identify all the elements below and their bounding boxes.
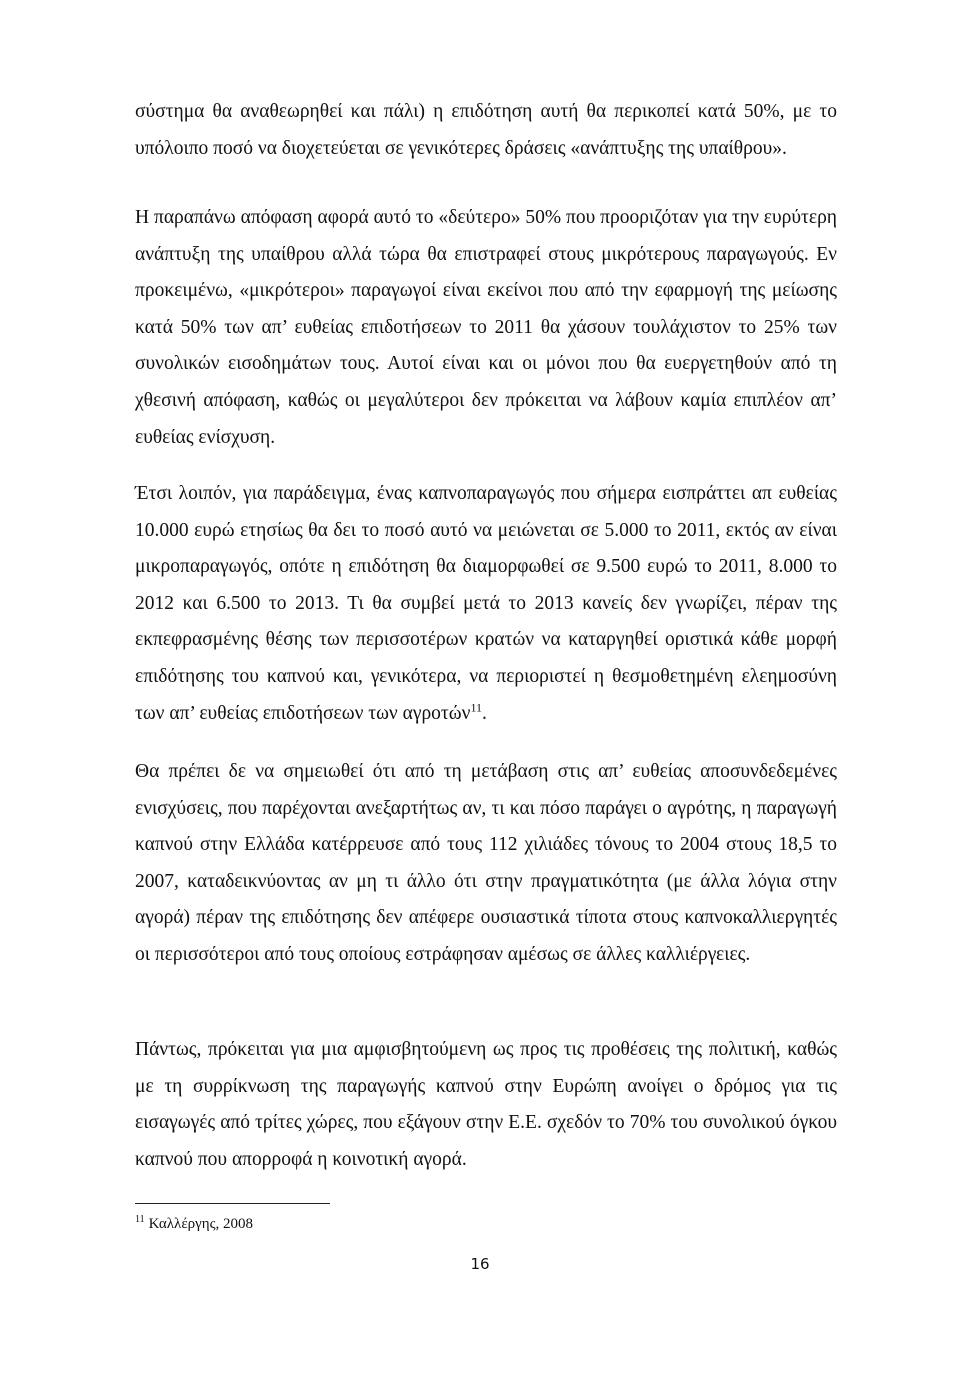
page-number: 16 — [470, 1255, 490, 1273]
footnote-divider — [135, 1203, 330, 1204]
paragraph-5 — [135, 1032, 837, 1178]
paragraph-3-end: . — [482, 702, 487, 724]
footnote-text: Καλλέργης, 2008 — [148, 1216, 254, 1232]
footnote — [135, 1213, 735, 1235]
paragraph-4-text: Θα πρέπει δε να σημειωθεί ότι από τη μετάβαση στις απ’ ευθείας αποσυνδεδεμένες ενισχύσεις, που παρέχονται ανεξαρτήτως αν, τι και πόσο παράγει ο αγρότης, η παραγωγή καπνού στην Ελλάδα κατέρρευσε από τους 112 χιλιάδες τόνους το 2004 στους 18,5 το 2007, καταδεικνύοντας αν μη τι άλλο ότι στην πραγματικότητα (με άλλα λόγια στην αγορά) πέραν της επιδότησης δεν απέφερε ουσιαστικά τίποτα στους καπνοκαλλιεργητές οι περισσότεροι από τους οποίους εστράφησαν αμέσως σε άλλες καλλιέργειες. — [135, 761, 837, 965]
footnote-reference[interactable]: 11 — [470, 700, 482, 715]
paragraph-5-text: Πάντως, πρόκειται για μια αμφισβητούμενη ως προς τις προθέσεις της πολιτική, καθώς με τη συρρίκνωση της παραγωγής καπνού στην Ευρώπη ανοίγει ο δρόμος για τις εισαγωγές από τρίτες χώρες, που εξάγουν στην Ε.Ε. σχεδόν το 70% του συνολικού όγκου καπνού που απορροφά η κοινοτική αγορά. — [135, 1039, 837, 1170]
paragraph-1 — [135, 94, 837, 167]
paragraph-3 — [135, 476, 837, 732]
paragraph-3-text: Έτσι λοιπόν, για παράδειγμα, ένας καπνοπαραγωγός που σήμερα εισπράττει απ ευθείας 10.000 ευρώ ετησίως θα δει το ποσό αυτό να μειώνεται σε 5.000 το 2011, εκτός αν είναι μικροπαραγωγός, οπότε η επιδότηση θα διαμορφωθεί σε 9.500 ευρώ το 2011, 8.000 το 2012 και 6.500 το 2013. Τι θα συμβεί μετά το 2013 κανείς δεν γνωρίζει, πέραν της εκπεφρασμένης θέσης των περισσοτέρων κρατών να καταργηθεί οριστικά κάθε μορφή επιδότησης του καπνού και, γενικότερα, να περιοριστεί η θεσμοθετημένη ελεημοσύνη των απ’ ευθείας επιδοτήσεων των αγροτών — [135, 483, 837, 724]
paragraph-2 — [135, 200, 837, 456]
paragraph-1-text: σύστημα θα αναθεωρηθεί και πάλι) η επιδότηση αυτή θα περικοπεί κατά 50%, με το υπόλοιπο ποσό να διοχετεύεται σε γενικότερες δράσεις «ανάπτυξης της υπαίθρου». — [135, 101, 837, 159]
footnote-number: 11 — [135, 1214, 145, 1225]
paragraph-4 — [135, 754, 837, 974]
paragraph-2-text: Η παραπάνω απόφαση αφορά αυτό το «δεύτερο» 50% που προοριζόταν για την ευρύτερη ανάπτυξη της υπαίθρου αλλά τώρα θα επιστραφεί στους μικρότερους παραγωγούς. Εν προκειμένω, «μικρότεροι» παραγωγοί είναι εκείνοι που από την εφαρμογή της μείωσης κατά 50% των απ’ ευθείας επιδοτήσεων το 2011 θα χάσουν τουλάχιστον το 25% των συνολικών εισοδημάτων τους. Αυτοί είναι και οι μόνοι που θα ευεργετηθούν από τη χθεσινή απόφαση, καθώς οι μεγαλύτεροι δεν πρόκειται να λάβουν καμία επιπλέον απ’ ευθείας ενίσχυση. — [135, 207, 837, 448]
